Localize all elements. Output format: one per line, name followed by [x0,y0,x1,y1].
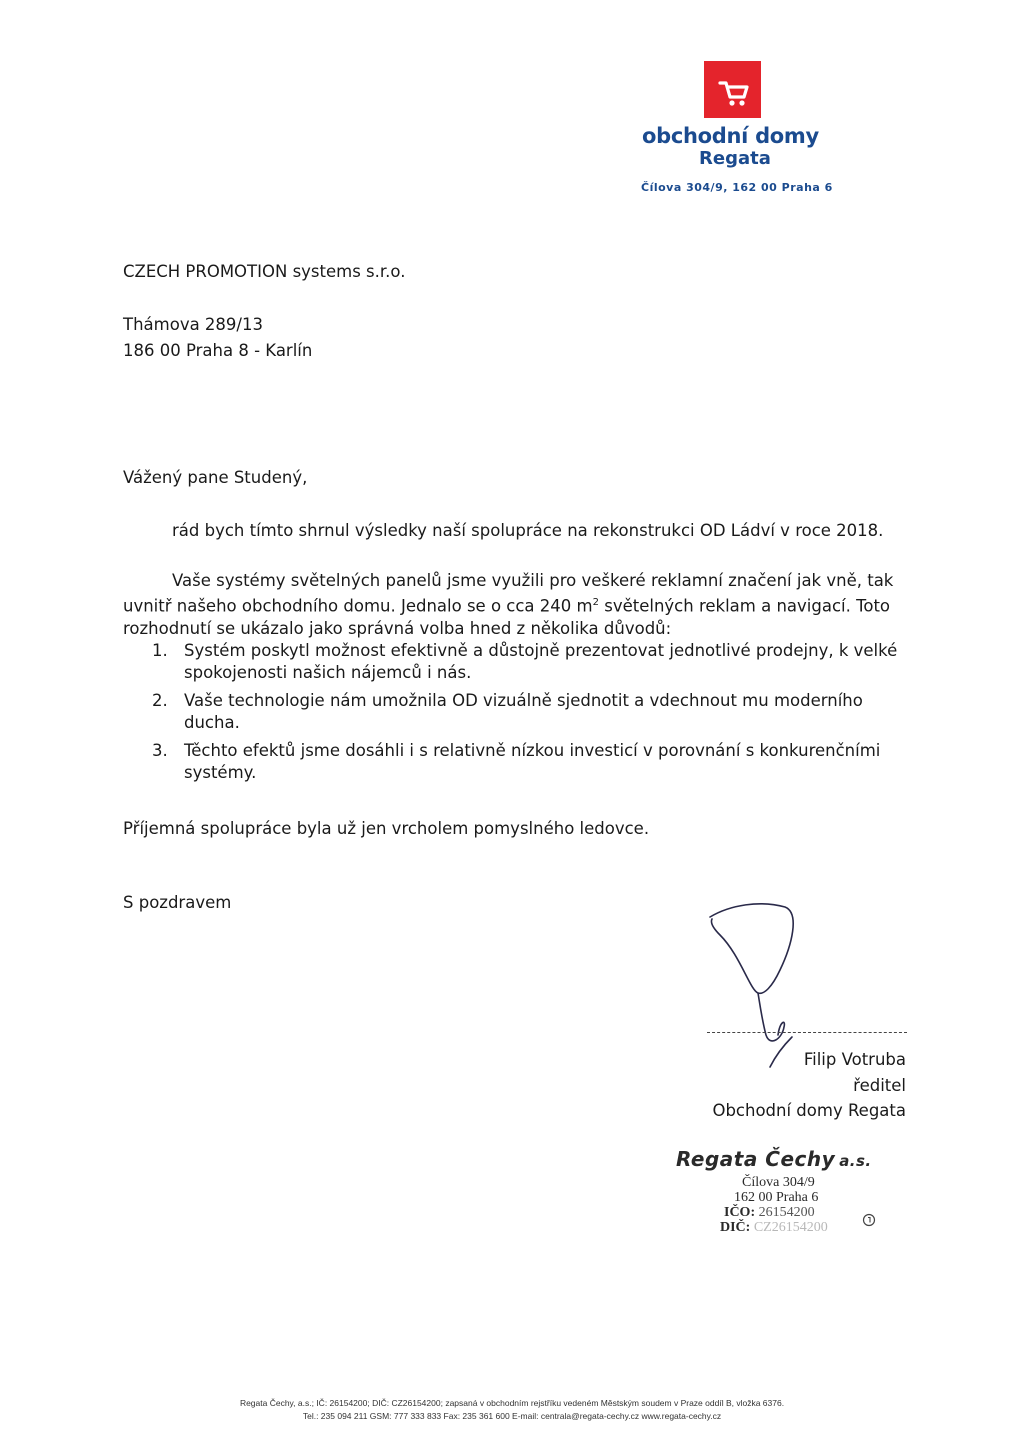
salutation: Vážený pane Studený, [123,468,308,487]
stamp-street: Čílova 304/9 [742,1175,815,1190]
stamp-ico-label: IČO: [724,1205,756,1220]
brand-sub: Regata [699,148,771,169]
list-item [152,740,922,784]
stamp-ico-value: 26154200 [758,1205,815,1220]
list-item-text: Těchto efektů jsme dosáhli i s relativně nízkou investicí v porovnání s konkurenčními systémy. [184,741,881,782]
signatory-name: Filip Votruba [803,1050,906,1069]
stamp-city: 162 00 Praha 6 [734,1190,819,1205]
list-item-number: 3. [152,741,168,760]
signature-line [707,1032,907,1033]
stamp-dic [720,1220,828,1235]
regards: S pozdravem [123,893,232,912]
recipient-city: 186 00 Praha 8 - Karlín [123,341,313,360]
stamp-dic-label: DIČ: [720,1220,751,1235]
superscript-2: 2 [592,597,599,608]
stamp-title [676,1147,906,1171]
signatory-company: Obchodní domy Regata [712,1101,906,1120]
signatory-title: ředitel [853,1076,906,1095]
intro-sentence: rád bych tímto shrnul výsledky naší spolupráce na rekonstrukci OD Ládví v roce 2018. [172,521,884,540]
paragraph-part-2: světelných reklam a navigací. Toto rozhodnutí se ukázalo jako správná volba hned z několika důvodů: [123,596,891,638]
list-item-text: Systém poskytl možnost efektivně a důstojně prezentovat jednotlivé prodejny, k velké spokojenosti našich nájemců i nás. [184,641,898,682]
stamp-company-name: Regata Čechy [676,1147,836,1171]
brand-name: obchodní domy [642,124,819,148]
stamp-ico [724,1205,815,1220]
regata-logo [704,61,761,118]
stamp-number-icon [862,1213,876,1227]
recipient-company: CZECH PROMOTION systems s.r.o. [123,262,406,281]
recipient-street: Thámova 289/13 [123,315,263,334]
list-item-number: 2. [152,691,168,710]
footer-registration: Regata Čechy, a.s.; IČ: 26154200; DIČ: CZ26154200; zapsaná v obchodním rejstříku vedeném Městským soudem v Praze oddíl B, vložka 6376. [239,1398,785,1408]
reasons-list [152,640,922,790]
shopping-cart-icon [704,61,761,118]
stamp-dic-value: CZ26154200 [753,1220,828,1235]
stamp-suffix: a.s. [839,1152,872,1170]
footer-contacts: Tel.: 235 094 211 GSM: 777 333 833 Fax: 235 361 600 E-mail: centrala@regata-cechy.cz www.regata-cechy.cz [302,1411,722,1421]
list-item-text: Vaše technologie nám umožnila OD vizuálně sjednotit a vdechnout mu moderního ducha. [184,691,863,732]
company-stamp [676,1147,906,1247]
list-item [152,690,922,734]
handwritten-signature [700,895,820,1075]
closing-sentence: Příjemná spolupráce byla už jen vrcholem pomyslného ledovce. [123,819,650,838]
list-item [152,640,922,684]
paragraph-part-1: Vaše systémy světelných panelů jsme využili pro veškeré reklamní značení jak vně, tak uvnitř našeho obchodního domu. Jednalo se o cca 240 m [123,571,894,616]
list-item-number: 1. [152,641,168,660]
body-paragraph [123,570,913,640]
header-address: Čílova 304/9, 162 00 Praha 6 [641,181,833,194]
